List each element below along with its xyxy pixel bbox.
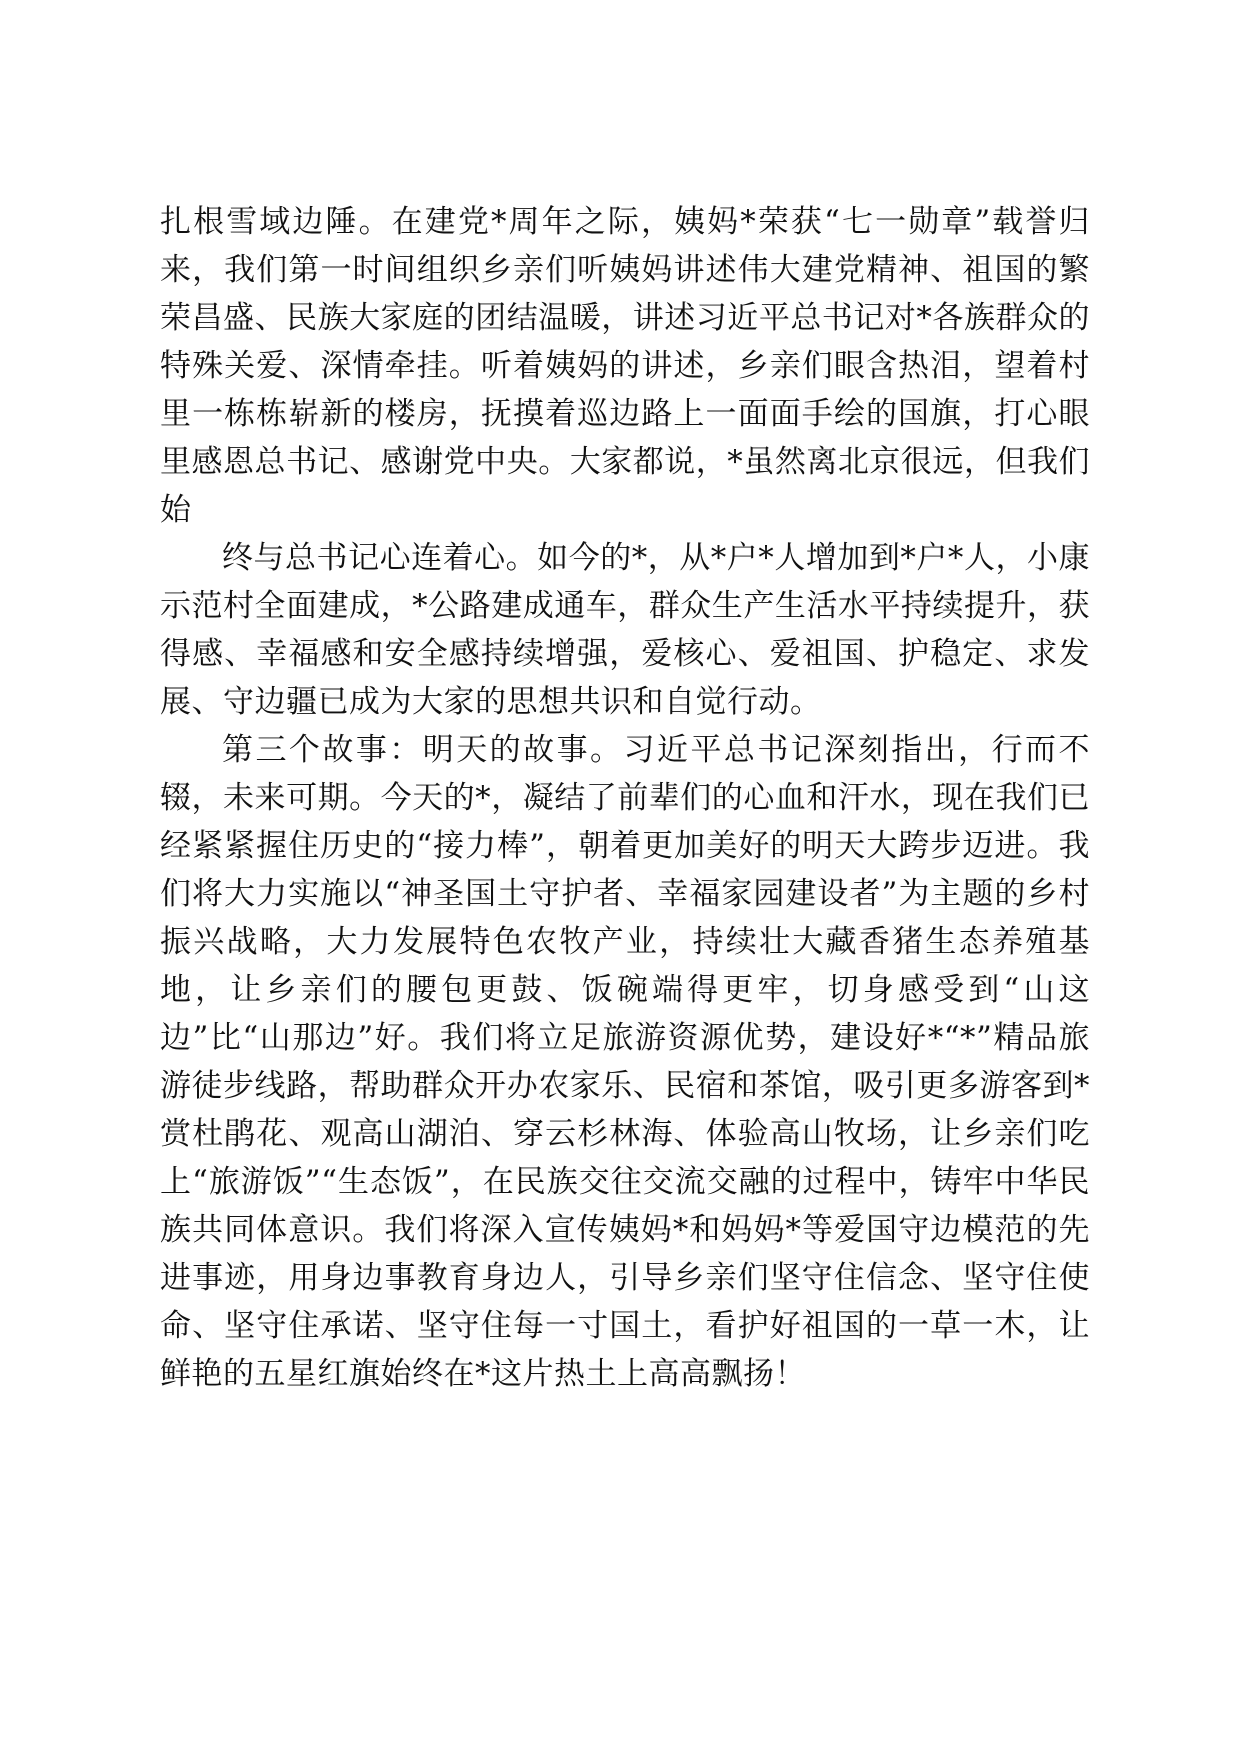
paragraph-continued: 终与总书记心连着心。如今的*，从*户*人增加到*户*人，小康示范村全面建成，*公路建成通车，群众生产生活水平持续提升，获得感、幸福感和安全感持续增强，爱核心、爱祖国、护稳定、求发展、守边疆已成为大家的思想共识和自觉行动。	[160, 540, 1090, 720]
body-text	[160, 198, 1090, 1398]
paragraph-third-story: 第三个故事：明天的故事。习近平总书记深刻指出，行而不辍，未来可期。今天的*，凝结了前辈们的心血和汗水，现在我们已经紧紧握住历史的“接力棒”，朝着更加美好的明天大跨步迈进。我们将大力实施以“神圣国土守护者、幸福家园建设者”为主题的乡村振兴战略，大力发展特色农牧产业，持续壮大藏香猪生态养殖基地，让乡亲们的腰包更鼓、饭碗端得更牢，切身感受到“山这边”比“山那边”好。我们将立足旅游资源优势，建设好*“*”精品旅游徒步线路，帮助群众开办农家乐、民宿和茶馆，吸引更多游客到*赏杜鹃花、观高山湖泊、穿云杉林海、体验高山牧场，让乡亲们吃上“旅游饭”“生态饭”，在民族交往交流交融的过程中，铸牢中华民族共同体意识。我们将深入宣传姨妈*和妈妈*等爱国守边模范的先进事迹，用身边事教育身边人，引导乡亲们坚守住信念、坚守住使命、坚守住承诺、坚守住每一寸国土，看护好祖国的一草一木，让鲜艳的五星红旗始终在*这片热土上高高飘扬！	[160, 732, 1090, 1392]
paragraph-continuation: 扎根雪域边陲。在建党*周年之际，姨妈*荣获“七一勋章”载誉归来，我们第一时间组织乡亲们听姨妈讲述伟大建党精神、祖国的繁荣昌盛、民族大家庭的团结温暖，讲述习近平总书记对*各族群众的特殊关爱、深情牵挂。听着姨妈的讲述，乡亲们眼含热泪，望着村里一栋栋崭新的楼房，抚摸着巡边路上一面面手绘的国旗，打心眼里感恩总书记、感谢党中央。大家都说，*虽然离北京很远，但我们始	[160, 204, 1090, 528]
